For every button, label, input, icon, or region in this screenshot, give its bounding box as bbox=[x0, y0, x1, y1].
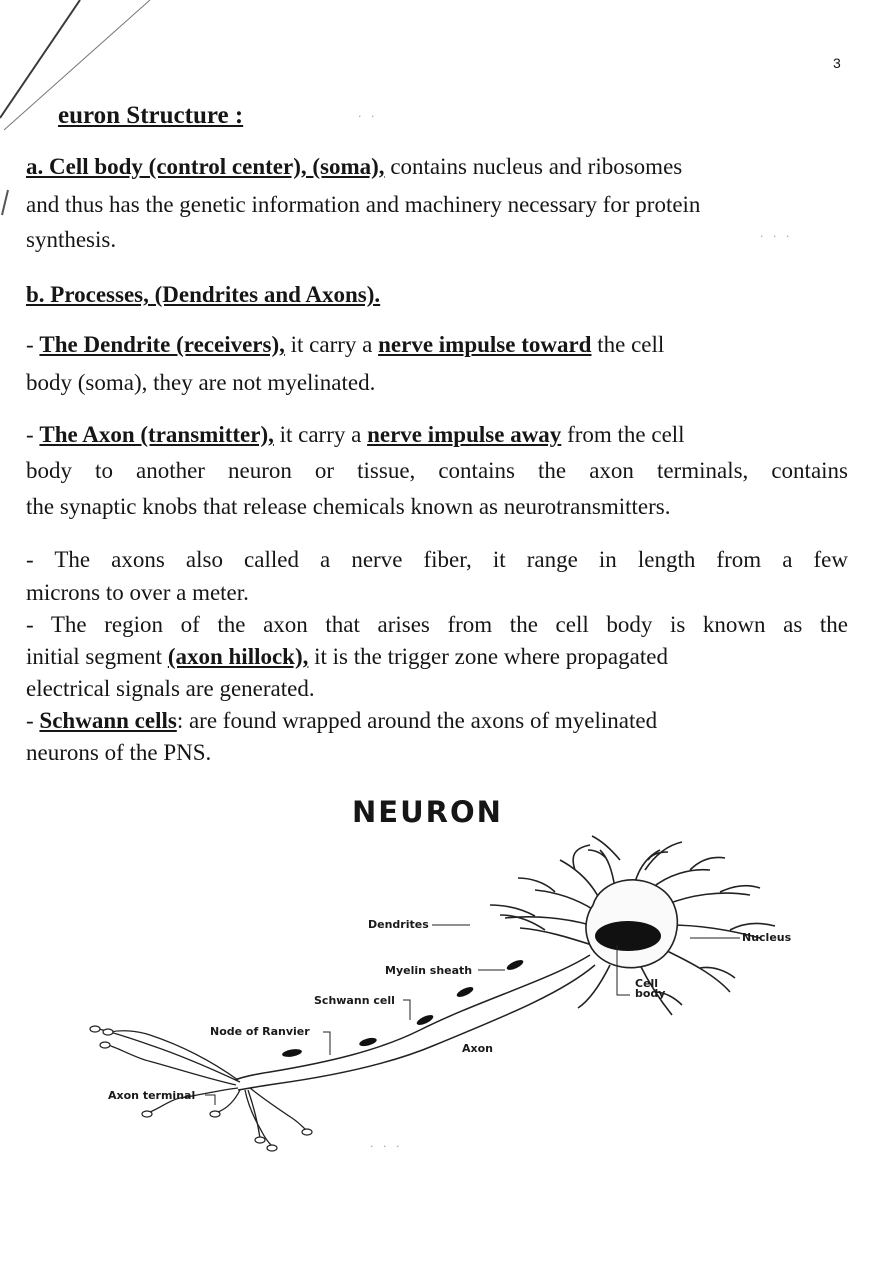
schwann-line-2: neurons of the PNS. bbox=[26, 740, 212, 765]
section-heading: euron Structure : bbox=[58, 102, 244, 129]
label-cell-body-2: body bbox=[635, 987, 666, 1000]
hillock-text-a: initial segment bbox=[26, 644, 168, 669]
cell-body-line-3: synthesis. bbox=[26, 227, 117, 252]
fiber-line-2: microns to over a meter. bbox=[26, 580, 249, 605]
schwann-dash: - bbox=[26, 708, 40, 733]
axon-label: The Axon (transmitter), bbox=[39, 422, 274, 447]
hillock-line-1: - The region of the axon that arises from the cell body is known as the bbox=[26, 612, 848, 637]
hillock-label: (axon hillock), bbox=[167, 644, 309, 669]
axon-mid: it carry a bbox=[273, 422, 368, 447]
axon-dash: - bbox=[26, 422, 40, 447]
dendrite-label: The Dendrite (receivers), bbox=[39, 332, 285, 357]
label-axon: Axon bbox=[462, 1042, 493, 1055]
schwann-text: : are found wrapped around the axons of myelinated bbox=[176, 708, 658, 733]
processes-heading: b. Processes, (Dendrites and Axons). bbox=[26, 282, 381, 307]
axon-line-2: body to another neuron or tissue, contains the axon terminals, contains bbox=[26, 458, 848, 483]
axon-tail: from the cell bbox=[561, 422, 685, 447]
scan-noise: · · bbox=[358, 110, 378, 123]
cell-body-text-1: contains nucleus and ribosomes bbox=[384, 154, 683, 179]
hillock-text-c: it is the trigger zone where propagated bbox=[308, 644, 668, 669]
schwann-label: Schwann cells bbox=[39, 708, 177, 733]
axon-terminal-branches bbox=[95, 1028, 306, 1146]
label-myelin-sheath: Myelin sheath bbox=[385, 964, 473, 977]
fiber-line-1: - The axons also called a nerve fiber, it range in length from a few bbox=[26, 547, 848, 572]
scan-noise: · · · bbox=[370, 1140, 403, 1153]
cell-body-label: a. Cell body (control center), (soma), bbox=[26, 154, 385, 179]
axon-line-3: the synaptic knobs that release chemicals known as neurotransmitters. bbox=[26, 494, 671, 519]
label-schwann-cell: Schwann cell bbox=[314, 994, 395, 1007]
label-cell-body-1: Cell bbox=[635, 977, 659, 990]
scan-noise: · · · bbox=[760, 230, 793, 243]
label-axon-terminal: Axon terminal bbox=[108, 1089, 196, 1102]
diagram-title: NEURON bbox=[352, 795, 503, 829]
label-node-of-ranvier: Node of Ranvier bbox=[210, 1025, 310, 1038]
axon-emphasis: nerve impulse away bbox=[367, 422, 562, 447]
hillock-line-3: electrical signals are generated. bbox=[26, 676, 315, 701]
nucleus-shape bbox=[595, 921, 661, 951]
dendrite-tail: the cell bbox=[591, 332, 665, 357]
dendrite-dash: - bbox=[26, 332, 40, 357]
dendrite-line-2: body (soma), they are not myelinated. bbox=[26, 370, 376, 395]
page-number: 3 bbox=[833, 55, 841, 71]
dendrite-emphasis: nerve impulse toward bbox=[378, 332, 592, 357]
dendrite-mid: it carry a bbox=[284, 332, 379, 357]
label-dendrites: Dendrites bbox=[368, 918, 429, 931]
label-nucleus: Nucleus bbox=[742, 931, 792, 944]
cell-body-line-2: and thus has the genetic information and machinery necessary for protein bbox=[26, 192, 701, 217]
